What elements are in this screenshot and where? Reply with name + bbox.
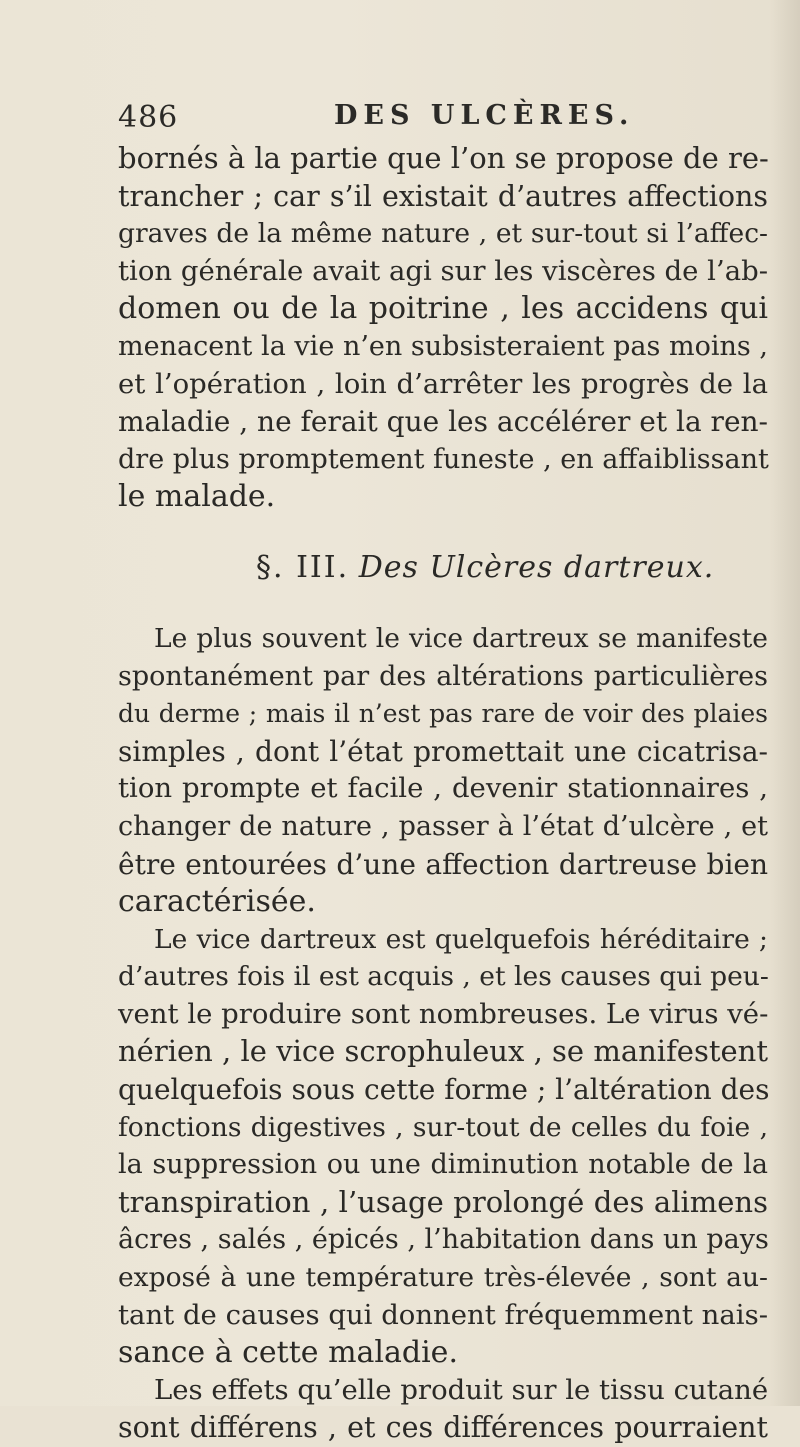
text-line: transpiration , l’usage prolongé des alimens xyxy=(118,1184,768,1219)
text-line: caractérisée. xyxy=(118,884,316,920)
text-line: vent le produire sont nombreuses. Le virus vé- xyxy=(118,997,769,1030)
text-line: nérien , le vice scrophuleux , se manifestent xyxy=(118,1034,768,1069)
text-line: Les effets qu’elle produit sur le tissu cutané xyxy=(154,1373,769,1406)
spacer xyxy=(118,516,768,536)
section-heading xyxy=(118,536,768,600)
text-line: domen ou de la poitrine , les accidens qui xyxy=(118,291,768,327)
paragraph xyxy=(118,620,768,921)
paragraph xyxy=(118,921,768,1372)
text-line: tant de causes qui donnent fréquemment nais- xyxy=(118,1298,768,1331)
text-line: maladie , ne ferait que les accélérer et la ren- xyxy=(118,405,769,439)
page-edge-shadow xyxy=(770,0,800,1406)
paragraph xyxy=(118,1372,768,1447)
text-line: être entourées d’une affection dartreuse bien xyxy=(118,847,768,881)
text-line: le malade. xyxy=(118,479,276,515)
section-number: §. III. xyxy=(256,549,350,585)
spacer xyxy=(118,600,768,620)
text-line: bornés à la partie que l’on se propose de re- xyxy=(118,141,769,175)
running-head: DES ULCÈRES. xyxy=(334,100,635,131)
text-line: changer de nature , passer à l’état d’ulcère , et xyxy=(118,810,768,842)
text-line: simples , dont l’état promettait une cicatrisa- xyxy=(118,734,768,768)
page-body xyxy=(118,140,768,1447)
text-line: Le vice dartreux est quelquefois héréditaire ; xyxy=(154,923,768,955)
text-line: dre plus promptement funeste , en affaiblissant xyxy=(118,443,769,475)
text-line: Le plus souvent le vice dartreux se manifeste xyxy=(154,622,768,654)
text-line: sance à cette maladie. xyxy=(118,1335,458,1371)
text-line: tion prompte et facile , devenir stationnaires , xyxy=(118,772,768,805)
paragraph-continued xyxy=(118,140,768,516)
text-line: et l’opération , loin d’arrêter les progrès de la xyxy=(118,367,768,400)
text-line: graves de la même nature , et sur-tout si l’affec- xyxy=(118,218,768,250)
text-line: la suppression ou une diminution notable de la xyxy=(118,1149,768,1181)
text-line: spontanément par des altérations particulières xyxy=(118,660,768,692)
text-line: fonctions digestives , sur-tout de celles du foie , xyxy=(118,1111,768,1143)
text-line: d’autres fois il est acquis , et les causes qui peu- xyxy=(118,961,769,993)
text-line: trancher ; car s’il existait d’autres affections xyxy=(118,179,768,213)
text-line: quelquefois sous cette forme ; l’altération des xyxy=(118,1073,770,1107)
text-line: exposé à une température très-élevée , sont au- xyxy=(118,1262,768,1294)
text-line: menacent la vie n’en subsisteraient pas moins , xyxy=(118,330,768,362)
page-number: 486 xyxy=(118,100,179,135)
text-line: tion générale avait agi sur les viscères de l’ab- xyxy=(118,254,768,287)
section-title: Des Ulcères dartreux. xyxy=(358,549,715,585)
text-line: âcres , salés , épicés , l’habitation dans un pays xyxy=(118,1224,769,1256)
text-line: du derme ; mais il n’est pas rare de voir des plaies xyxy=(118,699,768,729)
page-header xyxy=(118,100,758,140)
text-line: sont différens , et ces différences pourraient xyxy=(118,1411,768,1445)
